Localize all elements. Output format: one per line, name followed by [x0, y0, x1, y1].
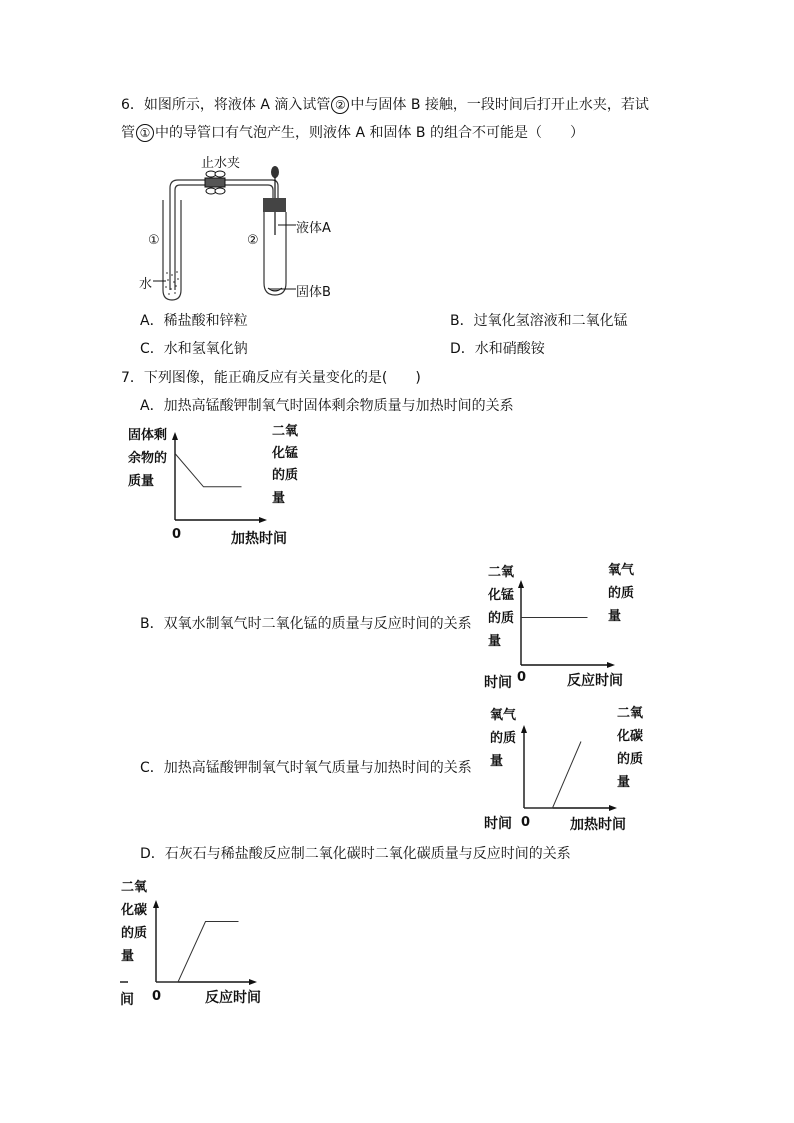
circled-two: ② [331, 96, 349, 114]
graph-a-origin: 0 [172, 527, 182, 542]
graph-b-stray-left: 时间 [484, 675, 512, 691]
graph-a-stray-3: 的质 [272, 468, 299, 483]
graph-d-xlabel: 反应时间 [205, 990, 261, 1006]
q7-d-caption: D．石灰石与稀盐酸反应制二氧化碳时二氧化碳质量与反应时间的关系 [140, 846, 571, 862]
graph-a-y-arrow [172, 432, 178, 440]
graph-a-stray-2: 化锰 [272, 446, 299, 461]
graph-b-stray-3: 量 [608, 609, 622, 624]
graph-a-ylabel-2: 余物的 [128, 451, 168, 466]
graph-b-ylabel-3: 的质 [488, 611, 515, 626]
graph-b-ylabel-4: 量 [488, 634, 502, 649]
graph-a-xlabel: 加热时间 [231, 531, 287, 547]
rubber-stopper [263, 198, 286, 212]
graph-a-stray-1: 二氧 [272, 424, 299, 439]
graph-b-stray-2: 的质 [608, 586, 635, 601]
graph-b-origin: 0 [517, 670, 527, 685]
clamp-label: 止水夹 [201, 156, 241, 171]
graph-b-ylabel-1: 二氧 [488, 565, 515, 580]
graph-d-stray-left: 间 [120, 992, 134, 1008]
graph-c-x-arrow [609, 805, 617, 811]
q6-stem-text: 中与固体 B 接触，一段时间后打开止水夹，若试 [350, 97, 649, 113]
q7-a-caption: A．加热高锰酸钾制氧气时固体剩余物质量与加热时间的关系 [140, 398, 514, 414]
test-tube-1 [163, 200, 181, 300]
graph-c-ylabel-1: 氧气 [490, 708, 517, 723]
graph-a-stray-4: 量 [272, 491, 286, 506]
q6-stem-text: 管 [121, 125, 135, 141]
q7-stem: 7．下列图像，能正确反应有关量变化的是( ) [121, 370, 421, 386]
graph-c-stray-3: 的质 [617, 752, 644, 767]
q7-c-caption: C．加热高锰酸钾制氧气时氧气质量与加热时间的关系 [140, 760, 472, 776]
q6-option-b: B．过氧化氢溶液和二氧化锰 [450, 313, 628, 329]
graph-a-ylabel-3: 质量 [128, 474, 155, 489]
graph-d-ylabel-1: 二氧 [121, 880, 148, 895]
tube1-mark: ① [148, 233, 160, 248]
circled-one: ① [136, 124, 154, 142]
q6-option-d: D．水和硝酸铵 [450, 341, 545, 357]
graph-c-stray-2: 化碳 [617, 729, 644, 744]
graph-d-y-arrow [153, 900, 159, 908]
graph-d-ylabel-4: 量 [121, 949, 135, 964]
q6-stem-line1 [121, 96, 649, 114]
graph-c-y-arrow [521, 725, 527, 733]
graph-c-ylabel-2: 的质 [490, 731, 517, 746]
graph-b-stray-1: 氧气 [608, 563, 635, 578]
q6-stem-text: 中的导管口有气泡产生，则液体 A 和固体 B 的组合不可能是（ ） [155, 125, 584, 141]
graph-b-ylabel-2: 化锰 [488, 588, 515, 603]
tube2-mark: ② [247, 233, 259, 248]
q6-option-a: A．稀盐酸和锌粒 [140, 313, 248, 329]
graph-d-line [156, 922, 239, 983]
graph-d-x-arrow [249, 979, 257, 985]
graph-c-stray-left: 时间 [484, 816, 512, 832]
graph-a-line [175, 454, 242, 487]
graph-c-stray-1: 二氧 [617, 706, 644, 721]
graph-c-ylabel-3: 量 [490, 754, 504, 769]
water-dots [165, 271, 179, 295]
delivery-tube [170, 180, 278, 290]
graph-d-ylabel-3: 的质 [121, 926, 148, 941]
q6-stem-line2 [121, 124, 584, 142]
graph-c-stray-4: 量 [617, 775, 631, 790]
q6-stem-text: 6．如图所示，将液体 A 滴入试管 [121, 97, 331, 113]
graph-b-y-arrow [518, 580, 524, 588]
water-clamp [205, 171, 225, 194]
graph-d-origin: 0 [152, 989, 162, 1004]
graph-c-line [524, 742, 581, 809]
graph-a-x-arrow [259, 517, 267, 523]
dropper-bulb [271, 166, 279, 178]
graph-b-x-arrow [607, 662, 615, 668]
test-tube-2 [264, 212, 286, 295]
q6-option-c: C．水和氢氧化钠 [140, 341, 248, 357]
graph-b-xlabel: 反应时间 [567, 673, 623, 689]
water-label: 水 [139, 277, 153, 292]
graph-c-xlabel: 加热时间 [570, 817, 626, 833]
solid-b [268, 288, 282, 291]
graph-a-ylabel-1: 固体剩 [128, 428, 168, 443]
q7-b-caption: B．双氧水制氧气时二氧化锰的质量与反应时间的关系 [140, 616, 472, 632]
graph-d-ylabel-2: 化碳 [121, 903, 148, 918]
graph-c-origin: 0 [521, 815, 531, 830]
liquid-a-label: 液体A [296, 221, 331, 236]
solid-b-label: 固体B [296, 285, 331, 300]
